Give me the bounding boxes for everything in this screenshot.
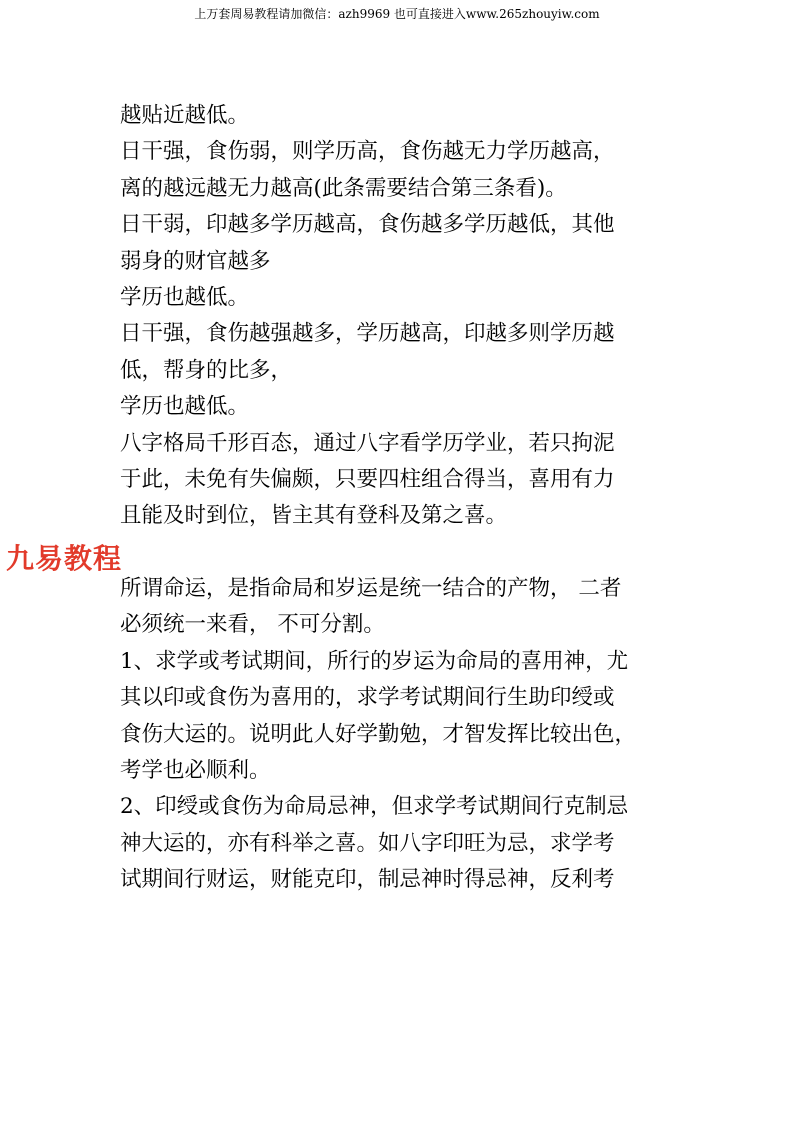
text-line: 且能及时到位，皆主其有登科及第之喜。 <box>120 503 508 529</box>
text-line: 弱身的财官越多 <box>120 248 271 274</box>
text-line: 日干强，食伤弱，则学历高，食伤越无力学历越高， <box>120 139 615 165</box>
page-header: 上万套周易教程请加微信：azh9969 也可直接进入www.265zhouyiw.com <box>194 7 600 21</box>
text-line: 越贴近越低。 <box>120 103 250 128</box>
text-line: 其以印或食伤为喜用的，求学考试期间行生助印绶或 <box>120 685 615 711</box>
text-line: 食伤大运的。说明此人好学勤勉，才智发挥比较出色， <box>120 721 637 747</box>
text-line: 1、求学或考试期间，所行的岁运为命局的喜用神，尤 <box>120 648 629 674</box>
text-line: 必须统一来看， 不可分割。 <box>120 612 385 638</box>
text-line: 2、印绶或食伤为命局忌神，但求学考试期间行克制忌 <box>120 794 629 820</box>
text-line: 于此，未免有失偏颇，只要四柱组合得当，喜用有力 <box>120 466 615 492</box>
text-line: 神大运的，亦有科举之喜。如八字印旺为忌，求学考 <box>120 830 615 856</box>
text-line: 日干弱，印越多学历越高，食伤越多学历越低，其他 <box>120 212 615 238</box>
watermark-logo: 九易教程 <box>6 542 123 575</box>
text-line: 学历也越低。 <box>120 284 250 310</box>
document-body <box>120 98 680 899</box>
text-line: 八字格局千形百态，通过八字看学历学业，若只拘泥 <box>120 430 615 456</box>
text-line: 学历也越低。 <box>120 394 250 420</box>
text-line: 离的越远越无力越高(此条需要结合第三条看)。 <box>120 175 567 201</box>
text-line: 日干强，食伤越强越多，学历越高，印越多则学历越 <box>120 321 615 347</box>
text-line: 低，帮身的比多， <box>120 357 293 383</box>
paragraph-gap <box>120 535 680 571</box>
text-line: 试期间行财运，财能克印，制忌神时得忌神，反利考 <box>120 867 615 893</box>
text-line: 所谓命运，是指命局和岁运是统一结合的产物， 二者 <box>120 576 622 602</box>
text-line: 考学也必顺利。 <box>120 758 271 784</box>
